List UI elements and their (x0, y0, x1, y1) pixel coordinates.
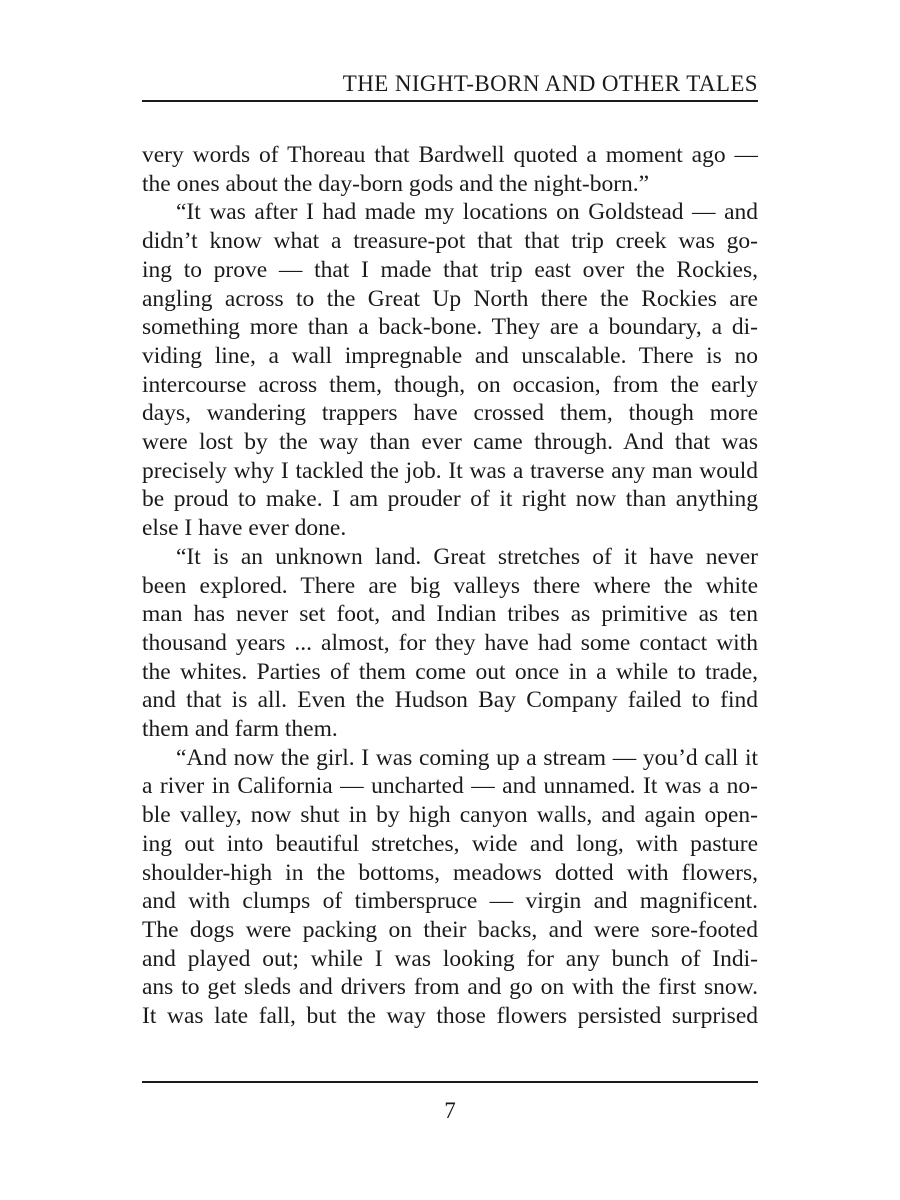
text-line: be proud to make. I am prouder of it right now than anything (142, 486, 758, 513)
text-line: “And now the girl. I was coming up a stream — you’d call it (176, 744, 758, 771)
running-head-title: THE NIGHT-BORN AND OTHER TALES (342, 71, 758, 96)
paragraph (142, 543, 758, 744)
page-number: 7 (444, 1098, 456, 1123)
text-line: thousand years ... almost, for they have had some contact with (142, 629, 758, 656)
text-line: It was late fall, but the way those flowers persisted surprised (142, 1003, 758, 1030)
text-line: something more than a back-bone. They are a boundary, a di- (142, 314, 758, 341)
text-line: shoulder-high in the bottoms, meadows dotted with flowers, (142, 859, 758, 886)
text-line: them and farm them. (142, 716, 338, 743)
text-line: else I have ever done. (142, 515, 347, 542)
body-text (142, 141, 758, 1031)
text-line: “It was after I had made my locations on Goldstead — and (176, 199, 758, 226)
text-line: ble valley, now shut in by high canyon walls, and again open- (142, 802, 758, 829)
paragraph (142, 198, 758, 542)
text-line: and with clumps of timberspruce — virgin and magnificent. (142, 888, 758, 915)
text-line: days, wandering trappers have crossed them, though more (142, 400, 758, 427)
text-line: ans to get sleds and drivers from and go on with the first snow. (142, 974, 758, 1001)
text-line: the ones about the day-born gods and the night-born.” (142, 170, 650, 197)
text-line: a river in California — uncharted — and unnamed. It was a no- (142, 773, 758, 800)
text-line: the whites. Parties of them come out once in a while to trade, (142, 658, 758, 685)
text-line: and that is all. Even the Hudson Bay Company failed to find (142, 687, 758, 714)
paragraph (142, 744, 758, 1031)
text-line: very words of Thoreau that Bardwell quoted a moment ago — (142, 142, 758, 168)
text-line: precisely why I tackled the job. It was a traverse any man would (142, 457, 758, 484)
text-line: ing to prove — that I made that trip east over the Rockies, (142, 256, 758, 283)
text-line: The dogs were packing on their backs, and were sore-footed (142, 916, 758, 943)
text-line: angling across to the Great Up North there the Rockies are (142, 285, 758, 312)
text-line: viding line, a wall impregnable and unscalable. There is no (142, 342, 758, 369)
footer-rule (142, 1081, 758, 1083)
text-line: intercourse across them, though, on occasion, from the early (142, 371, 758, 398)
text-line: and played out; while I was looking for any bunch of Indi- (142, 945, 758, 972)
text-line: man has never set foot, and Indian tribes as primitive as ten (142, 601, 758, 628)
text-line: been explored. There are big valleys there where the white (142, 572, 758, 599)
text-line: didn’t know what a treasure-pot that that trip creek was go- (142, 228, 758, 255)
text-line: “It is an unknown land. Great stretches of it have never (176, 543, 758, 570)
paragraph (142, 141, 758, 198)
text-line: ing out into beautiful stretches, wide and long, with pasture (142, 830, 758, 857)
header-rule (142, 100, 758, 102)
text-line: were lost by the way than ever came through. And that was (142, 429, 758, 456)
